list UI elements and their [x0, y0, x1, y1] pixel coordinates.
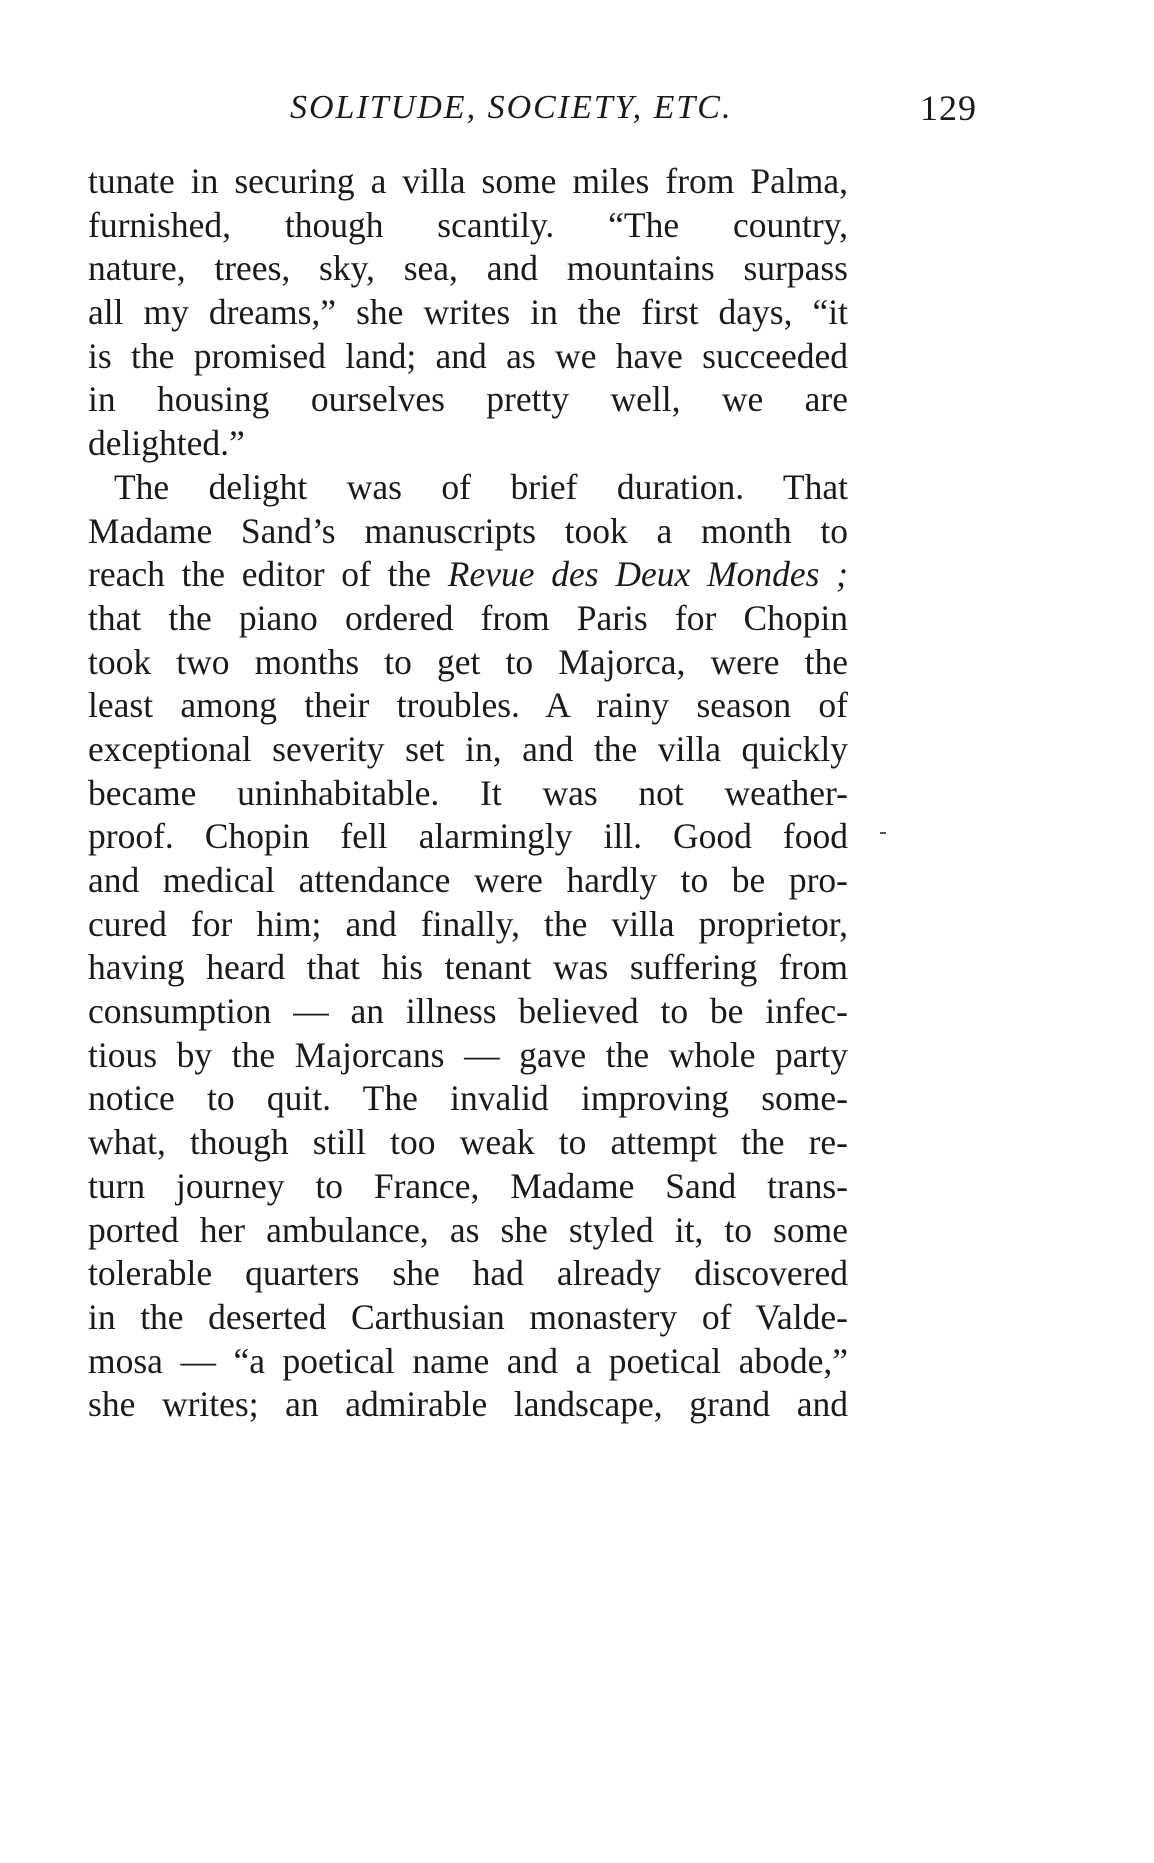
text-line: that the piano ordered from Paris for Chopin — [88, 597, 848, 638]
text-line: The delight was of brief duration. That — [114, 466, 848, 507]
text-line: exceptional severity set in, and the villa quickly — [88, 728, 848, 769]
text-line — [88, 553, 848, 597]
text-line: in the deserted Carthusian monastery of Valde- — [88, 1296, 848, 1337]
text-line: she writes; an admirable landscape, grand and — [88, 1384, 848, 1425]
text-line: proof. Chopin fell alarmingly ill. Good food — [88, 816, 848, 857]
text-line: turn journey to France, Madame Sand trans- — [88, 1165, 848, 1206]
text-line: tolerable quarters she had already discovered — [88, 1253, 848, 1294]
text-line: what, though still too weak to attempt the re- — [88, 1122, 848, 1163]
text-line: Madame Sand’s manuscripts took a month to — [88, 510, 848, 551]
text-line: least among their troubles. A rainy season of — [88, 685, 848, 726]
margin-speck — [880, 832, 886, 834]
running-title: SOLITUDE, SOCIETY, ETC. — [290, 89, 733, 126]
text-line: and medical attendance were hardly to be pro- — [88, 860, 848, 900]
text-line: having heard that his tenant was suffering from — [88, 947, 848, 988]
body-text — [88, 160, 848, 1427]
text-line: became uninhabitable. It was not weather- — [88, 772, 848, 813]
text-line: notice to quit. The invalid improving some- — [88, 1078, 848, 1119]
text-line: tunate in securing a villa some miles from Palma, — [88, 161, 848, 201]
text-line-segment: reach the editor of the — [88, 554, 432, 595]
text-line: is the promised land; and as we have succeeded — [88, 335, 848, 376]
page-number: 129 — [920, 88, 977, 128]
journal-title: Revue des Deux Mondes ; — [447, 554, 848, 595]
text-line: in housing ourselves pretty well, we are — [88, 379, 848, 420]
text-line: delighted.” — [88, 423, 245, 464]
text-line: ported her ambulance, as she styled it, to some — [88, 1209, 848, 1250]
text-line: nature, trees, sky, sea, and mountains surpass — [88, 248, 848, 289]
text-line: tious by the Majorcans — gave the whole party — [88, 1034, 848, 1075]
text-line: took two months to get to Majorca, were the — [88, 641, 848, 682]
text-line: all my dreams,” she writes in the first days, “it — [88, 292, 848, 333]
text-line: cured for him; and finally, the villa proprietor, — [88, 903, 848, 944]
text-line: consumption — an illness believed to be infec- — [88, 991, 848, 1032]
text-line: mosa — “a poetical name and a poetical abode,” — [88, 1340, 848, 1381]
text-line: furnished, though scantily. “The country, — [88, 204, 848, 245]
